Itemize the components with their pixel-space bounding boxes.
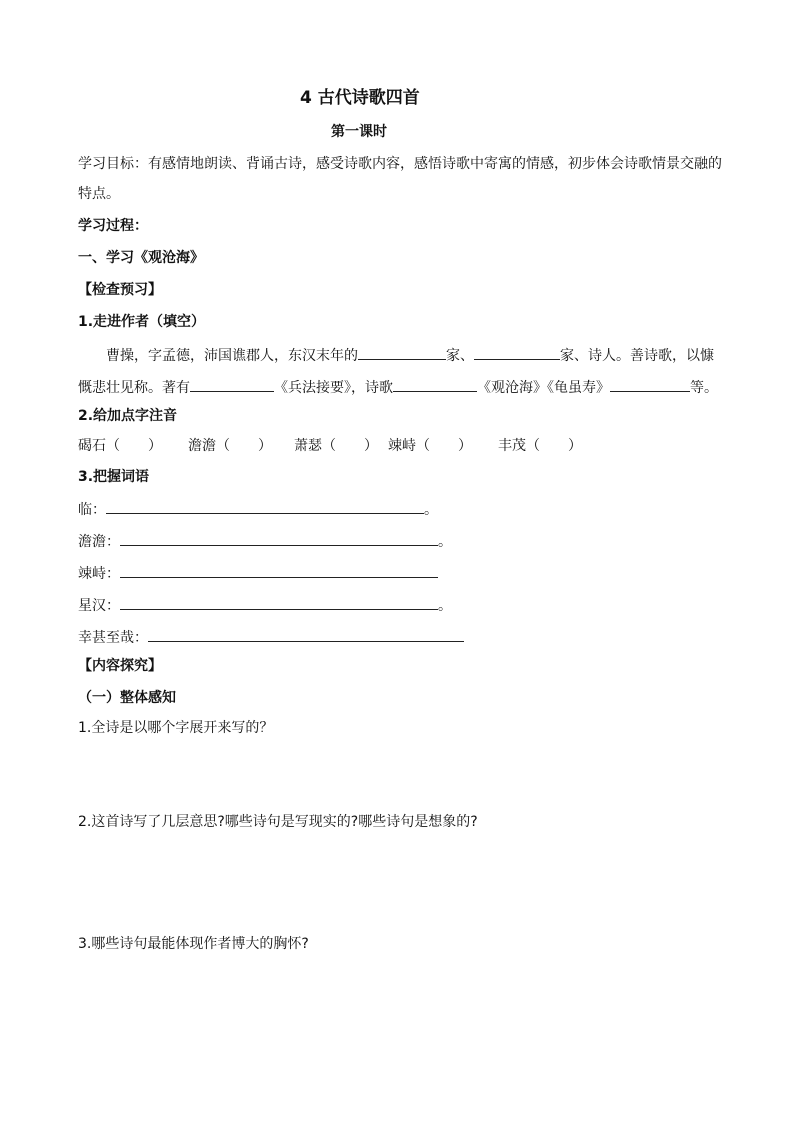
term-row bbox=[78, 626, 464, 648]
term-label: 澹澹： bbox=[78, 534, 120, 550]
author-text-2b: 《兵法接要》，诗歌 bbox=[274, 380, 393, 396]
blank-answer[interactable] bbox=[358, 344, 446, 360]
term-row bbox=[78, 594, 452, 616]
term-answer-line[interactable] bbox=[106, 498, 424, 514]
blank-answer[interactable] bbox=[474, 344, 560, 360]
term-end: 。 bbox=[424, 502, 438, 518]
term-answer-line[interactable] bbox=[120, 562, 438, 578]
author-text-1b: 家、 bbox=[446, 348, 474, 364]
preview-heading: 【检查预习】 bbox=[78, 282, 162, 298]
learning-process-label: 学习过程： bbox=[78, 218, 148, 234]
author-text-2d: 等。 bbox=[690, 380, 718, 396]
pronunciation-item: 碣石（ ） bbox=[78, 438, 162, 454]
explore-question-2: 2.这首诗写了几层意思?哪些诗句是写现实的?哪些诗句是想象的? bbox=[78, 814, 478, 830]
term-answer-line[interactable] bbox=[120, 594, 438, 610]
explore-question-1: 1.全诗是以哪个字展开来写的？ bbox=[78, 720, 274, 736]
term-row bbox=[78, 498, 438, 520]
author-text-1c: 家、诗人。善诗歌，以慷 bbox=[560, 348, 714, 364]
term-label: 幸甚至哉： bbox=[78, 630, 148, 646]
lesson-title: 4 古代诗歌四首 bbox=[300, 88, 420, 108]
term-label: 竦峙： bbox=[78, 566, 120, 582]
explore-question-3: 3.哪些诗句最能体现作者博大的胸怀? bbox=[78, 936, 309, 952]
term-label: 临： bbox=[78, 502, 106, 518]
blank-answer[interactable] bbox=[610, 376, 690, 392]
author-fill-line-2 bbox=[78, 376, 718, 398]
pronunciation-item: 竦峙（ ） bbox=[388, 438, 472, 454]
pronunciation-item: 丰茂（ ） bbox=[498, 438, 582, 454]
term-row bbox=[78, 530, 452, 552]
blank-answer[interactable] bbox=[393, 376, 477, 392]
learning-objective-line1: 学习目标：有感情地朗读、背诵古诗，感受诗歌内容，感悟诗歌中寄寓的情感，初步体会诗歌情景交融的 bbox=[78, 156, 722, 172]
explore-heading: 【内容探究】 bbox=[78, 658, 162, 674]
author-fill-line-1 bbox=[106, 344, 714, 366]
term-answer-line[interactable] bbox=[148, 626, 464, 642]
pronunciation-item: 澹澹（ ） bbox=[188, 438, 272, 454]
part-one-heading: 一、学习《观沧海》 bbox=[78, 250, 204, 266]
term-row bbox=[78, 562, 438, 584]
author-text-2a: 慨悲壮见称。著有 bbox=[78, 380, 190, 396]
question-2-label: 2.给加点字注音 bbox=[78, 408, 178, 424]
author-text-2c: 《观沧海》《龟虽寿》 bbox=[477, 380, 610, 396]
blank-answer[interactable] bbox=[190, 376, 274, 392]
term-end: 。 bbox=[438, 534, 452, 550]
term-answer-line[interactable] bbox=[120, 530, 438, 546]
pronunciation-row bbox=[78, 436, 582, 456]
learning-objective-line2: 特点。 bbox=[78, 186, 120, 202]
lesson-subtitle: 第一课时 bbox=[331, 124, 387, 140]
pronunciation-item: 萧瑟（ ） bbox=[294, 438, 378, 454]
term-end: 。 bbox=[438, 598, 452, 614]
term-label: 星汉： bbox=[78, 598, 120, 614]
question-1-label: 1.走进作者（填空） bbox=[78, 314, 206, 330]
question-3-label: 3.把握词语 bbox=[78, 469, 150, 485]
author-text-1a: 曹操，字孟德，沛国谯郡人，东汉末年的 bbox=[106, 348, 358, 364]
overall-perception-heading: （一）整体感知 bbox=[78, 690, 176, 706]
